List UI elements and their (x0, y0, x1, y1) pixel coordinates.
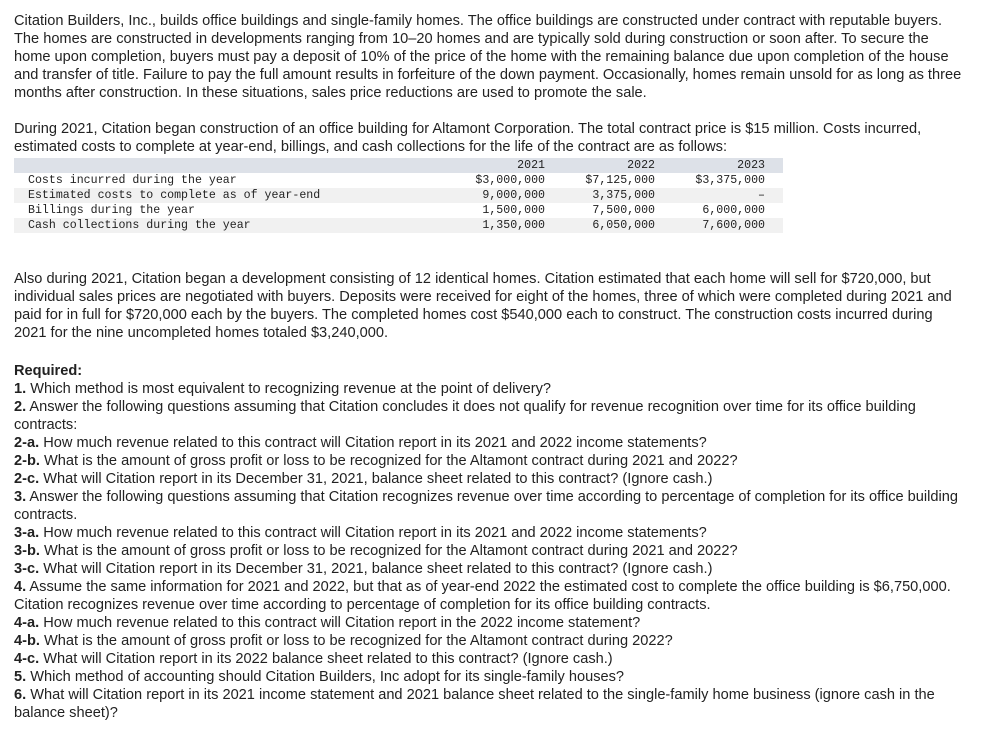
required-heading: Required: (14, 363, 83, 379)
table-row (14, 188, 783, 203)
item-text: What is the amount of gross profit or loss to be recognized for the Altamont contract during 2021 and 2022? (44, 543, 738, 559)
intro-paragraph: Citation Builders, Inc., builds office buildings and single-family homes. The office buildings are constructed under contract with reputable buyers. The homes are constructed in developments ranging from 10–20 homes and are typically sold during construction or soon after. To secure the home upon completion, buyers must pay a deposit of 10% of the price of the home with the remaining balance due upon completion of the house and transfer of title. Failure to pay the full amount results in forfeiture of the down payment. Occasionally, homes remain unsold for as long as three months after construction. In these situations, sales price reductions are used to promote the sale. (14, 13, 962, 101)
item-number: 4. (14, 579, 27, 595)
homes-paragraph: Also during 2021, Citation began a development consisting of 12 identical homes. Citation estimated that each home will sell for $720,000, but individual sales prices are negotiated with buyers. Deposits were received for eight of the homes, three of which were completed during 2021 and paid for in full for $720,000 each by the buyers. The completed homes cost $540,000 each to construct. The construction costs incurred during 2021 for the nine uncompleted homes totaled $3,240,000. (14, 271, 952, 341)
item-text: Assume the same information for 2021 and 2022, but that as of year-end 2022 the estimated cost to complete the office building is $6,750,000. Citation recognizes revenue over time according to percentage of completion for its office building contracts. (14, 579, 951, 613)
item-text: What will Citation report in its December 31, 2021, balance sheet related to this contract? (Ignore cash.) (43, 561, 713, 577)
item-text: Which method is most equivalent to recognizing revenue at the point of delivery? (30, 381, 552, 397)
cell: 1,500,000 (482, 204, 545, 217)
cell: 6,050,000 (563, 218, 673, 233)
required-item (14, 380, 964, 398)
required-item (14, 560, 964, 578)
table-row (14, 203, 783, 218)
item-number: 6. (14, 687, 27, 703)
row-label: Billings during the year (28, 204, 195, 217)
required-item (14, 398, 964, 434)
item-number: 4-a. (14, 615, 40, 631)
cell: 3,375,000 (563, 188, 673, 203)
cell: 7,600,000 (673, 218, 783, 233)
col-2021: 2021 (453, 158, 563, 173)
required-item (14, 470, 964, 488)
cell: $7,125,000 (585, 174, 655, 187)
table-header (14, 158, 783, 173)
item-number: 1. (14, 381, 27, 397)
required-item (14, 452, 964, 470)
row-label: Cash collections during the year (14, 218, 453, 233)
required-section (14, 362, 964, 722)
required-item (14, 578, 964, 614)
item-number: 3-a. (14, 525, 40, 541)
required-item (14, 434, 964, 452)
item-text: What will Citation report in its December 31, 2021, balance sheet related to this contract? (Ignore cash.) (43, 471, 713, 487)
cell: $3,375,000 (695, 174, 765, 187)
required-item (14, 686, 964, 722)
item-text: What will Citation report in its 2022 balance sheet related to this contract? (Ignore cash.) (43, 651, 613, 667)
item-text: How much revenue related to this contract will Citation report in the 2022 income statement? (43, 615, 641, 631)
required-item (14, 524, 964, 542)
item-number: 3. (14, 489, 27, 505)
cell: 1,350,000 (453, 218, 563, 233)
cell: $3,000,000 (475, 174, 545, 187)
required-item (14, 650, 964, 668)
item-number: 3-c. (14, 561, 40, 577)
item-text: How much revenue related to this contract will Citation report in its 2021 and 2022 income statements? (43, 525, 707, 541)
required-item (14, 488, 964, 524)
row-label: Estimated costs to complete as of year-end (14, 188, 453, 203)
item-number: 2-c. (14, 471, 40, 487)
item-number: 4-b. (14, 633, 40, 649)
item-text: What will Citation report in its 2021 income statement and 2021 balance sheet related to the single-family home business (ignore cash in the balance sheet)? (14, 687, 935, 721)
table-row (14, 218, 783, 233)
row-label: Costs incurred during the year (28, 174, 237, 187)
item-number: 5. (14, 669, 27, 685)
required-item (14, 632, 964, 650)
cell: – (673, 188, 783, 203)
col-2023: 2023 (673, 158, 783, 173)
item-text: Answer the following questions assuming that Citation recognizes revenue over time according to percentage of completion for its office building contracts. (14, 489, 958, 523)
item-number: 2. (14, 399, 27, 415)
cell: 7,500,000 (592, 204, 655, 217)
item-text: Answer the following questions assuming that Citation concludes it does not qualify for revenue recognition over time for its office building contracts: (14, 399, 916, 433)
cell: 6,000,000 (702, 204, 765, 217)
item-text: What is the amount of gross profit or loss to be recognized for the Altamont contract during 2021 and 2022? (44, 453, 738, 469)
item-text: How much revenue related to this contract will Citation report in its 2021 and 2022 income statements? (43, 435, 707, 451)
col-2022: 2022 (563, 158, 673, 173)
contract-table (14, 158, 783, 233)
cell: 9,000,000 (453, 188, 563, 203)
item-number: 3-b. (14, 543, 40, 559)
item-text: What is the amount of gross profit or loss to be recognized for the Altamont contract during 2022? (44, 633, 673, 649)
item-number: 2-a. (14, 435, 40, 451)
table-row (14, 173, 783, 188)
item-number: 2-b. (14, 453, 40, 469)
item-number: 4-c. (14, 651, 40, 667)
contract-paragraph: During 2021, Citation began construction of an office building for Altamont Corporation. The total contract price is $15 million. Costs incurred, estimated costs to complete at year-end, billings, and cash collections for the life of the contract are as follows: (14, 121, 922, 155)
item-text: Which method of accounting should Citation Builders, Inc adopt for its single-family houses? (30, 669, 625, 685)
required-item (14, 668, 964, 686)
required-item (14, 614, 964, 632)
required-item (14, 542, 964, 560)
